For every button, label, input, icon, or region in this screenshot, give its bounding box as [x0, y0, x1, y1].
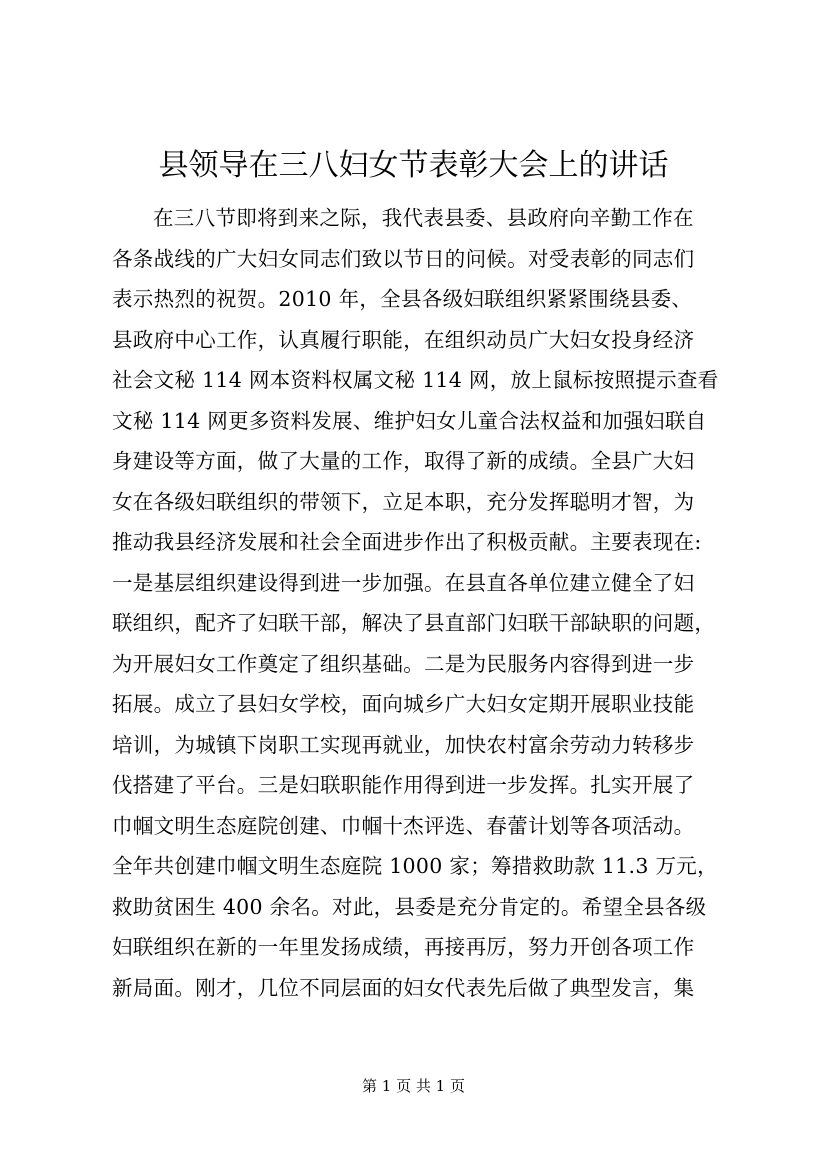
body-line: 妇联组织在新的一年里发扬成绩，再接再厉，努力开创各项工作: [112, 935, 695, 959]
body-line: 拓展。成立了县妇女学校，面向城乡广大妇女定期开展职业技能: [112, 692, 695, 716]
body-line: 文秘 114 网更多资料发展、维护妇女儿童合法权益和加强妇联自: [112, 408, 707, 433]
document-body: [112, 198, 732, 1008]
body-line: 女在各级妇联组织的带领下，立足本职，充分发挥聪明才智，为: [112, 489, 695, 514]
body-line: 县政府中心工作，认真履行职能，在组织动员广大妇女投身经济: [112, 327, 695, 352]
body-line: 社会文秘 114 网本资料权属文秘 114 网，放上鼠标按照提示查看: [112, 368, 719, 392]
body-line: 一是基层组织建设得到进一步加强。在县直各单位建立健全了妇: [112, 570, 695, 595]
body-line: 联组织，配齐了妇联干部，解决了县直部门妇联干部缺职的问题，: [112, 611, 716, 635]
body-line: 表示热烈的祝贺。2010 年，全县各级妇联组织紧紧围绕县委、: [112, 287, 693, 311]
body-line: 救助贫困生 400 余名。对此，县委是充分肯定的。希望全县各级: [112, 894, 707, 919]
page-footer: 第 1 页 共 1 页: [362, 1077, 465, 1095]
body-line: 培训，为城镇下岗职工实现再就业，加快农村富余劳动力转移步: [112, 732, 695, 757]
body-line: 推动我县经济发展和社会全面进步作出了积极贡献。主要表现在:: [112, 530, 702, 554]
document-title: 县领导在三八妇女节表彰大会上的讲话: [158, 148, 669, 183]
body-line: 巾帼文明生态庭院创建、巾帼十杰评选、春蕾计划等各项活动。: [112, 813, 695, 838]
body-line: 伐搭建了平台。三是妇联职能作用得到进一步发挥。扎实开展了: [112, 773, 695, 797]
body-line: 在三八节即将到来之际，我代表县委、县政府向辛勤工作在: [153, 206, 694, 230]
body-line: 新局面。刚才，几位不同层面的妇女代表先后做了典型发言，集: [112, 975, 695, 1000]
body-line: 各条战线的广大妇女同志们致以节日的问候。对受表彰的同志们: [112, 246, 695, 271]
body-line: 全年共创建巾帼文明生态庭院 1000 家；筹措救助款 11.3 万元，: [112, 854, 718, 878]
body-line: 身建设等方面，做了大量的工作，取得了新的成绩。全县广大妇: [112, 449, 695, 473]
body-line: 为开展妇女工作奠定了组织基础。二是为民服务内容得到进一步: [112, 651, 695, 676]
